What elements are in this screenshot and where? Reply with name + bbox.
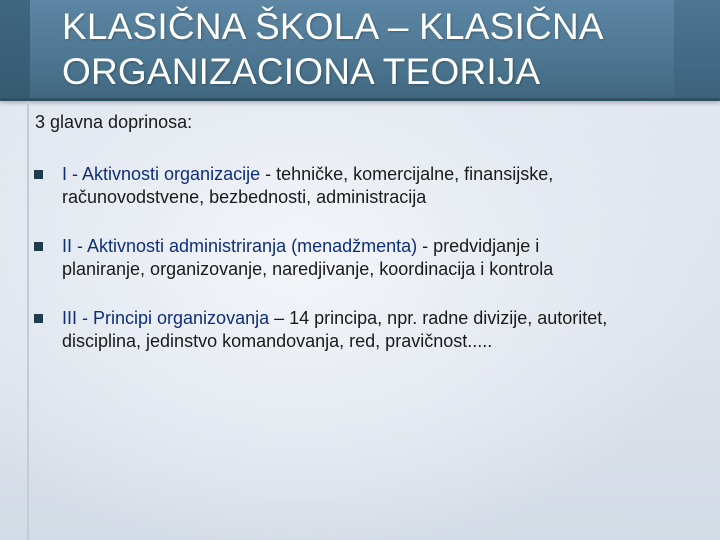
bullet-2-line-2: planiranje, organizovanje, naredjivanje, koordinacija i kontrola [62,259,554,279]
slide-title [62,4,702,94]
bullet-list [32,163,702,353]
bullet-1-rest: - tehničke, komercijalne, finansijske, [260,164,554,184]
bullet-2-rest: - predvidjanje i [417,236,540,256]
square-bullet-icon [34,170,43,179]
square-bullet-icon [34,242,43,251]
title-bar [0,0,720,101]
square-bullet-icon [34,314,43,323]
bullet-3-line-1 [62,307,702,330]
left-divider [27,101,29,540]
bullet-item-2 [32,235,702,281]
title-bar-left-accent [0,0,30,98]
slide-title-line-2: ORGANIZACIONA TEORIJA [62,51,541,92]
bullet-2-lead: II - Aktivnosti administriranja (menadžmenta) [62,236,418,256]
bullet-3-lead: III - Principi organizovanja [62,308,270,328]
bullet-2-line-1 [62,235,702,258]
bullet-1-lead: I - Aktivnosti organizacije [62,164,261,184]
bullet-3-rest: – 14 principa, npr. radne divizije, autoritet, [269,308,608,328]
bullet-1-line-1 [62,163,702,186]
slide-title-line-1: KLASIČNA ŠKOLA – KLASIČNA [62,6,604,47]
intro-text: 3 glavna doprinosa: [35,112,193,132]
bullet-3-line-2: disciplina, jedinstvo komandovanja, red, pravičnost..... [62,331,493,351]
bullet-item-3 [32,307,702,353]
bullet-item-1 [32,163,702,209]
bullet-1-line-2: računovodstvene, bezbednosti, administracija [62,187,427,207]
